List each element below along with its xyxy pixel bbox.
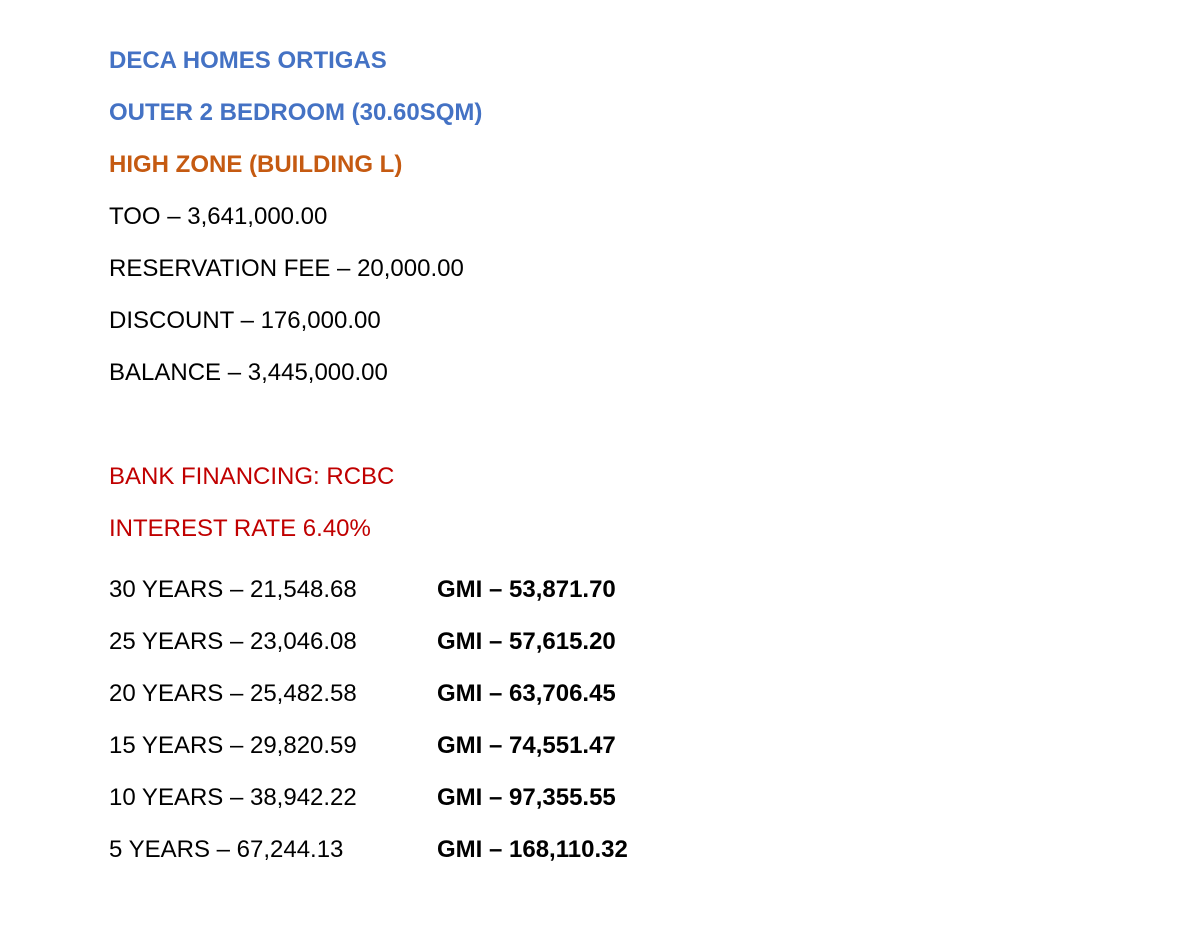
- price-balance: BALANCE – 3,445,000.00: [109, 359, 388, 386]
- spacer: [109, 408, 1109, 460]
- term-row: [109, 772, 1109, 824]
- term-gmi: GMI – 63,706.45: [437, 680, 616, 707]
- document-body: [109, 44, 1109, 876]
- term-row: [109, 668, 1109, 720]
- term-amount: 20 YEARS – 25,482.58: [109, 680, 357, 707]
- project-title: DECA HOMES ORTIGAS: [109, 47, 387, 74]
- price-reservation-fee: RESERVATION FEE – 20,000.00: [109, 255, 464, 282]
- term-amount: 15 YEARS – 29,820.59: [109, 732, 357, 759]
- term-gmi: GMI – 97,355.55: [437, 784, 616, 811]
- term-amount: 10 YEARS – 38,942.22: [109, 784, 357, 811]
- zone-label: HIGH ZONE (BUILDING L): [109, 151, 403, 178]
- price-too: TOO – 3,641,000.00: [109, 203, 328, 230]
- bank-financing: BANK FINANCING: RCBC: [109, 463, 395, 490]
- term-amount: 5 YEARS – 67,244.13: [109, 836, 344, 863]
- term-row: [109, 824, 1109, 876]
- term-amount: 25 YEARS – 23,046.08: [109, 628, 357, 655]
- term-gmi: GMI – 168,110.32: [437, 836, 628, 863]
- term-row: [109, 616, 1109, 668]
- term-gmi: GMI – 53,871.70: [437, 576, 616, 603]
- price-discount: DISCOUNT – 176,000.00: [109, 307, 381, 334]
- term-amount: 30 YEARS – 21,548.68: [109, 576, 357, 603]
- term-row: [109, 720, 1109, 772]
- unit-type: OUTER 2 BEDROOM (30.60SQM): [109, 99, 483, 126]
- term-gmi: GMI – 74,551.47: [437, 732, 616, 759]
- term-row: [109, 564, 1109, 616]
- interest-rate: INTEREST RATE 6.40%: [109, 515, 371, 542]
- term-gmi: GMI – 57,615.20: [437, 628, 616, 655]
